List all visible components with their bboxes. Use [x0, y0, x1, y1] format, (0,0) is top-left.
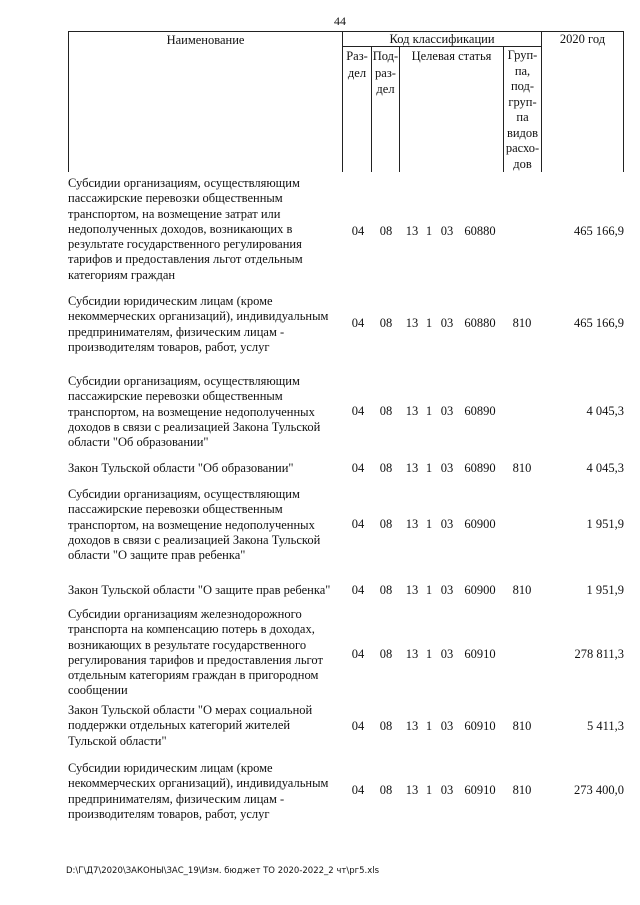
row-razdel: 04	[351, 517, 365, 531]
row-razdel: 04	[351, 647, 365, 661]
row-target-sub: 1	[425, 224, 433, 238]
row-group: 810	[512, 783, 532, 797]
header-divider-podrazdel	[399, 46, 400, 172]
row-name: Субсидии организациям, осуществляющим пассажирские перевозки общественным транспортом, на возмещение недополученных доходов в связи с реализацией Закона Тульской области "Об образовании"	[68, 374, 321, 450]
row-group: 810	[512, 461, 532, 475]
header-right-line	[623, 31, 624, 172]
row-razdel: 04	[351, 783, 365, 797]
row-target-code: 60880	[464, 224, 496, 238]
row-podrazdel: 08	[379, 404, 393, 418]
footer-file-path: D:\Г\Д7\2020\ЗАКОНЫ\ЗАС_19\Изм. бюджет ТО 2020-2022_2 чт\рг5.xls	[66, 866, 380, 876]
row-amount: 273 400,0	[574, 783, 624, 797]
row-target-main: 03	[440, 517, 454, 531]
row-razdel: 04	[351, 719, 365, 733]
row-razdel: 04	[351, 224, 365, 238]
row-target-main: 03	[440, 404, 454, 418]
header-razdel: Раз- дел	[346, 49, 368, 80]
row-amount: 278 811,3	[574, 647, 624, 661]
row-razdel: 04	[351, 583, 365, 597]
row-target-sub: 1	[425, 647, 433, 661]
row-podrazdel: 08	[379, 783, 393, 797]
row-name: Субсидии юридическим лицам (кроме некоммерческих организаций), индивидуальным предпринимателям, физическим лицам - производителям товаров, работ, услуг	[68, 294, 329, 354]
row-target-main: 03	[440, 783, 454, 797]
row-name: Субсидии организациям железнодорожного транспорта на компенсацию потерь в доходах, возникающих в результате государственного регулирования тарифов и предоставления льгот отдельным категориям граждан в пригородном сообщении	[68, 607, 323, 698]
row-name: Закон Тульской области "О мерах социальной поддержки отдельных категорий жителей Тульской области"	[68, 703, 313, 748]
row-amount: 465 166,9	[574, 316, 624, 330]
row-target-program: 13	[405, 461, 419, 475]
row-amount: 1 951,9	[586, 583, 624, 597]
row-target-sub: 1	[425, 316, 433, 330]
row-target-code: 60880	[464, 316, 496, 330]
row-podrazdel: 08	[379, 224, 393, 238]
header-name: Наименование	[166, 33, 245, 47]
row-name: Субсидии юридическим лицам (кроме некоммерческих организаций), индивидуальным предпринимателям, физическим лицам - производителям товаров, работ, услуг	[68, 761, 329, 821]
row-group: 810	[512, 719, 532, 733]
table-row	[68, 761, 624, 825]
row-target-main: 03	[440, 647, 454, 661]
row-target-main: 03	[440, 719, 454, 733]
row-target-sub: 1	[425, 583, 433, 597]
row-target-code: 60910	[464, 783, 496, 797]
row-amount: 465 166,9	[574, 224, 624, 238]
header-left-line	[68, 31, 69, 172]
row-podrazdel: 08	[379, 461, 393, 475]
row-amount: 1 951,9	[586, 517, 624, 531]
row-target-sub: 1	[425, 461, 433, 475]
row-name: Закон Тульской области "Об образовании"	[68, 461, 294, 475]
row-name: Субсидии организациям, осуществляющим пассажирские перевозки общественным транспортом, на возмещение затрат или недополученных доходов, возникающих в результате государственного регулирования тарифов и предоставления льгот отдельным категориям граждан	[68, 176, 303, 282]
row-target-program: 13	[405, 404, 419, 418]
row-target-program: 13	[405, 719, 419, 733]
row-amount: 5 411,3	[586, 719, 624, 733]
row-target-code: 60900	[464, 517, 496, 531]
row-razdel: 04	[351, 461, 365, 475]
header-year: 2020 год	[559, 32, 606, 46]
header-divider-group	[541, 31, 542, 172]
row-group: 810	[512, 316, 532, 330]
row-podrazdel: 08	[379, 719, 393, 733]
row-target-program: 13	[405, 316, 419, 330]
header-code-group: Код классификации	[389, 32, 495, 46]
page-number: 44	[334, 14, 346, 28]
table-row	[68, 583, 624, 603]
header-podrazdel: Под- раз- дел	[372, 49, 399, 96]
row-target-code: 60890	[464, 404, 496, 418]
row-target-code: 60910	[464, 719, 496, 733]
table-row	[68, 487, 624, 567]
row-target-code: 60910	[464, 647, 496, 661]
row-podrazdel: 08	[379, 583, 393, 597]
table-row	[68, 607, 624, 703]
row-amount: 4 045,3	[586, 461, 624, 475]
row-target-program: 13	[405, 783, 419, 797]
row-group: 810	[512, 583, 532, 597]
row-target-program: 13	[405, 583, 419, 597]
row-target-main: 03	[440, 461, 454, 475]
row-podrazdel: 08	[379, 517, 393, 531]
table-row	[68, 294, 624, 358]
table-row	[68, 176, 624, 286]
row-podrazdel: 08	[379, 316, 393, 330]
row-target-main: 03	[440, 316, 454, 330]
row-razdel: 04	[351, 316, 365, 330]
row-target-code: 60890	[464, 461, 496, 475]
row-target-program: 13	[405, 517, 419, 531]
table-row	[68, 703, 624, 753]
row-razdel: 04	[351, 404, 365, 418]
row-target-sub: 1	[425, 517, 433, 531]
header-group: Груп- па, под- груп- па видов расхо- дов	[505, 48, 540, 171]
row-target-program: 13	[405, 647, 419, 661]
row-amount: 4 045,3	[586, 404, 624, 418]
row-target-main: 03	[440, 583, 454, 597]
table-row	[68, 461, 624, 481]
row-target-program: 13	[405, 224, 419, 238]
row-name: Закон Тульской области "О защите прав ребенка"	[68, 583, 331, 597]
row-target-code: 60900	[464, 583, 496, 597]
row-target-main: 03	[440, 224, 454, 238]
row-podrazdel: 08	[379, 647, 393, 661]
row-target-sub: 1	[425, 783, 433, 797]
header-target: Целевая статья	[411, 49, 492, 63]
row-target-sub: 1	[425, 404, 433, 418]
row-target-sub: 1	[425, 719, 433, 733]
row-name: Субсидии организациям, осуществляющим пассажирские перевозки общественным транспортом, на возмещение недополученных доходов в связи с реализацией Закона Тульской области "О защите прав ребенка"	[68, 487, 321, 563]
table-row	[68, 374, 624, 454]
